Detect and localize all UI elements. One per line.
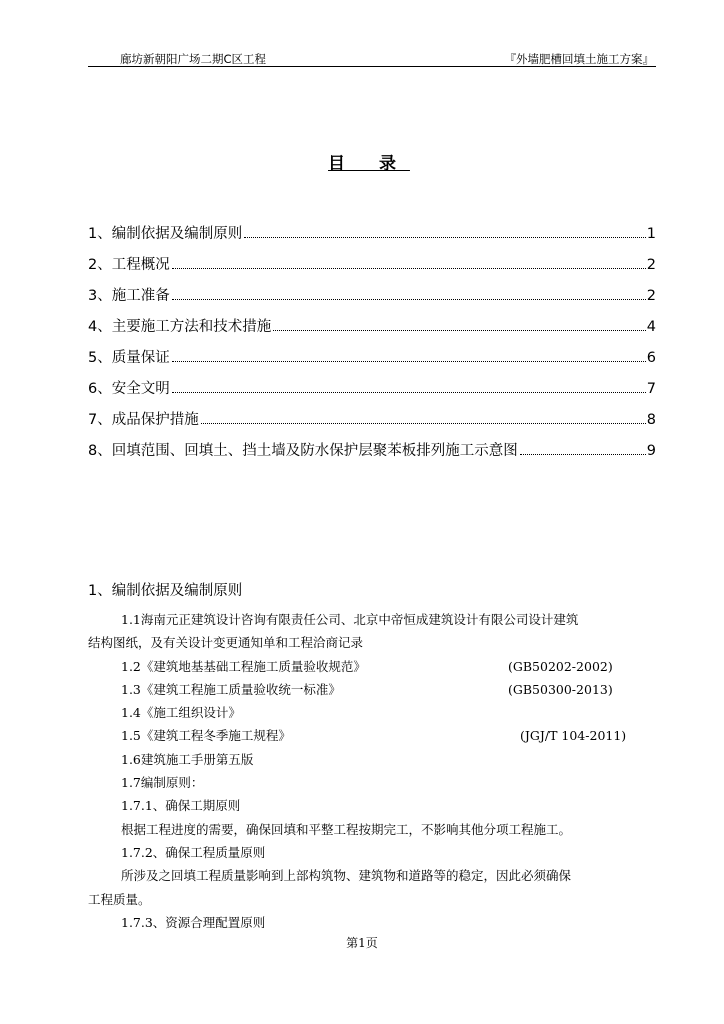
reference-line: 1.2《建筑地基基础工程施工质量验收规范》 (GB50202-2002) [121, 658, 613, 674]
header-project-name: 廊坊新朝阳广场二期C区工程 [120, 52, 267, 66]
header-document-title: 『外墙肥槽回填土施工方案』 [504, 52, 654, 66]
paragraph-line: 结构图纸，及有关设计变更通知单和工程洽商记录 [88, 635, 364, 651]
reference-line: 1.3《建筑工程施工质量验收统一标准》 (GB50300-2013) [121, 681, 613, 697]
paragraph-line: 1.7.2、确保工程质量原则 [121, 844, 266, 860]
page-header [88, 48, 656, 67]
toc-entry[interactable]: 5、质量保证 6 [88, 350, 656, 366]
toc-entry[interactable]: 8、回填范围、回填土、挡土墙及防水保护层聚苯板排列施工示意图 9 [88, 443, 656, 459]
page-number: 第1页 [346, 936, 378, 950]
toc-entry[interactable]: 6、安全文明 7 [88, 381, 656, 397]
section-body [88, 608, 656, 934]
toc-entry[interactable]: 7、成品保护措施 8 [88, 412, 656, 428]
reference-line: 1.4《施工组织设计》 [121, 705, 241, 721]
paragraph-line: 根据工程进度的需要，确保回填和平整工程按期完工，不影响其他分项工程施工。 [121, 821, 572, 837]
toc-entry[interactable]: 1、编制依据及编制原则 1 [88, 226, 656, 242]
table-of-contents [88, 222, 656, 470]
toc-title: 目 录 [328, 154, 410, 174]
paragraph-line: 1.1海南元正建筑设计咨询有限责任公司、北京中帝恒成建筑设计有限公司设计建筑 [121, 612, 579, 627]
toc-entry[interactable]: 3、施工准备 2 [88, 288, 656, 304]
section-heading: 1、编制依据及编制原则 [88, 583, 243, 599]
reference-line: 1.5《建筑工程冬季施工规程》 (JGJ/T 104-2011) [121, 728, 627, 744]
toc-entry[interactable]: 4、主要施工方法和技术措施 4 [88, 319, 656, 335]
toc-entry[interactable]: 2、工程概况 2 [88, 257, 656, 273]
paragraph-line: 1.7编制原则： [121, 775, 204, 791]
paragraph-line: 所涉及之回填工程质量影响到上部构筑物、建筑物和道路等的稳定，因此必须确保 [121, 868, 572, 884]
reference-line: 1.6建筑施工手册第五版 [121, 751, 254, 767]
paragraph-line: 1.7.1、确保工期原则 [121, 798, 241, 814]
paragraph-line: 1.7.3、资源合理配置原则 [121, 914, 266, 930]
paragraph-line: 工程质量。 [88, 891, 151, 907]
